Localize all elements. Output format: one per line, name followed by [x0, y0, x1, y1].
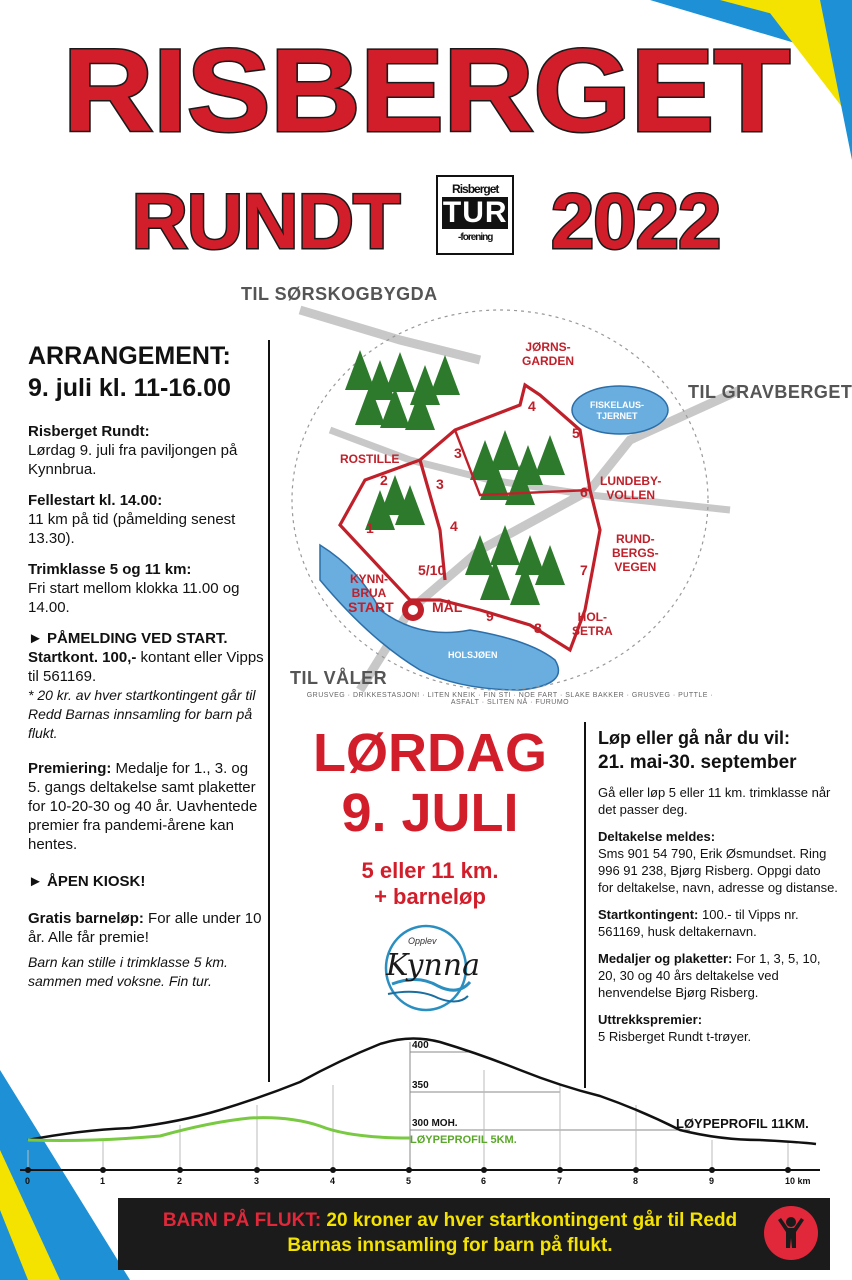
- checkpoint-9: 9: [486, 608, 494, 624]
- trimklasse-title: Trimklasse 5 og 11 km:: [28, 561, 192, 578]
- uttrekk-text: 5 Risberget Rundt t-trøyer.: [598, 1029, 752, 1044]
- dir-valer: TIL VÅLER: [290, 668, 388, 688]
- profile-label-350: 350: [412, 1080, 429, 1091]
- title-rundt: RUNDT: [131, 177, 400, 266]
- medaljer-text: For 1, 3, 5, 10, 20, 30 og 40 års deltakelse ved henvendelse Bjørg Risberg.: [598, 951, 821, 1000]
- fellestart-text: 11 km på tid (påmelding senest 13.30).: [28, 511, 236, 547]
- dir-gravberget: TIL GRAVBERGET: [688, 382, 852, 402]
- kynna-small-text: Opplev: [408, 936, 437, 946]
- checkpoint-8: 8: [534, 620, 542, 636]
- dir-sorskogbygda: TIL SØRSKOGBYGDA: [241, 284, 438, 304]
- logo-mid-text: TUR: [442, 196, 508, 230]
- km-tick-9: 9: [709, 1176, 715, 1186]
- title-line2: [0, 170, 852, 266]
- barnelop-note: Barn kan stille i trimklasse 5 km. sammen med voksne. Fin tur.: [28, 954, 228, 989]
- label-start: START: [348, 599, 394, 615]
- checkpoint-3a: 3: [454, 445, 462, 461]
- kiosk-text: ► ÅPEN KIOSK!: [28, 873, 146, 890]
- startkont-text: kontant eller Vipps til 561169.: [28, 649, 264, 685]
- place-holsetra: HOL- SETRA: [572, 610, 613, 638]
- redd-barna-icon: [764, 1206, 818, 1260]
- lake-label-holsjoen: HOLSJØEN: [448, 650, 498, 660]
- right-heading: Løp eller gå når du vil:: [598, 728, 791, 748]
- place-rostille: ROSTILLE: [340, 452, 400, 466]
- fellestart-title: Fellestart kl. 14.00:: [28, 492, 163, 509]
- course-map: [280, 280, 740, 710]
- map-ring-text: GRUSVEG · DRIKKESTASJON! · LITEN KNEIK · FIN STI · NOE FART · SLAKE BAKKER · GRUSVEG · PUTTLE · ASFALT · SLITEN NÅ · FURUMO: [306, 692, 714, 706]
- center-barnelop: + barneløp: [374, 884, 486, 909]
- km-tick-1: 1: [100, 1176, 106, 1186]
- km-tick-6: 6: [481, 1176, 487, 1186]
- medaljer-title: Medaljer og plaketter:: [598, 951, 733, 966]
- logo-top-text: Risberget: [452, 182, 499, 197]
- right-dates: 21. mai-30. september: [598, 752, 797, 773]
- checkpoint-6: 6: [580, 484, 588, 500]
- turforening-logo: [436, 175, 514, 255]
- center-date: 9. JULI: [341, 783, 519, 843]
- checkpoint-5: 5: [572, 425, 580, 441]
- place-rundbergsvegen: RUND- BERGS- VEGEN: [612, 532, 659, 574]
- opplev-kynna-logo: [378, 922, 482, 1014]
- profile-label-11km: LØYPEPROFIL 11KM.: [676, 1116, 809, 1131]
- center-day: LØRDAG: [313, 723, 547, 783]
- rr-text: Lørdag 9. juli fra paviljongen på Kynnbrua.: [28, 442, 238, 478]
- profile-label-300: 300 MOH.: [412, 1118, 458, 1129]
- lake-label-fiskelaus: FISKELAUS- TJERNET: [590, 400, 644, 421]
- profile-label-5km: LØYPEPROFIL 5KM.: [410, 1134, 517, 1146]
- arrangement-heading: ARRANGEMENT:: [28, 342, 231, 370]
- premiering-text: Medalje for 1., 3. og 5. gangs deltakelse samt plaketter for 10-20-30 og 40 år. Uavhentede premier fra pandemi-årene kan hentes.: [28, 760, 258, 853]
- startkontingent-title: Startkontingent:: [598, 907, 699, 922]
- arrangement-date: 9. juli kl. 11-16.00: [28, 374, 231, 402]
- profile-label-400: 400: [412, 1040, 429, 1051]
- km-tick-0: 0: [25, 1176, 31, 1186]
- km-tick-2: 2: [177, 1176, 183, 1186]
- left-column: [28, 340, 264, 991]
- kynna-main-text: Kynna: [386, 948, 480, 983]
- deltakelse-title: Deltakelse meldes:: [598, 829, 716, 844]
- right-intro: Gå eller løp 5 eller 11 km. trimklasse når det passer deg.: [598, 785, 831, 817]
- uttrekk-title: Uttrekkspremier:: [598, 1012, 703, 1027]
- checkpoint-4a: 4: [528, 398, 536, 414]
- place-jornsgarden: JØRNS- GARDEN: [522, 340, 575, 368]
- startkont-label: Startkont. 100,-: [28, 649, 137, 666]
- child-figure-icon: [764, 1206, 818, 1260]
- trimklasse-text: Fri start mellom klokka 11.00 og 14.00.: [28, 580, 240, 616]
- startkontingent-text: 100.- til Vipps nr. 561169, husk deltakernavn.: [598, 907, 799, 939]
- km-tick-8: 8: [633, 1176, 639, 1186]
- title-risberget: RISBERGET: [62, 25, 790, 157]
- footer-text: [150, 1208, 750, 1258]
- checkpoint-3b: 3: [436, 476, 444, 492]
- checkpoint-7: 7: [580, 562, 588, 578]
- checkpoint-2: 2: [380, 472, 388, 488]
- checkpoint-1: 1: [366, 520, 374, 536]
- center-distance: 5 eller 11 km.: [361, 858, 499, 883]
- elevation-profile: [0, 1030, 852, 1190]
- deltakelse-text: Sms 901 54 790, Erik Øsmundset. Ring 996 91 238, Bjørg Risberg. Oppgi dato for deltakelse, navn, adresse og distanse.: [598, 846, 838, 895]
- place-lundebyvollen: LUNDEBY- VOLLEN: [600, 474, 662, 502]
- logo-bottom-text: -forening: [458, 232, 493, 244]
- right-column: [598, 726, 838, 1045]
- km-tick-3: 3: [254, 1176, 260, 1186]
- premiering-title: Premiering:: [28, 760, 112, 777]
- profile-5km-line: [28, 1118, 410, 1141]
- checkpoint-5-10: 5/10: [418, 562, 446, 578]
- barnelop-text: For alle under 10 år. Alle får premie!: [28, 910, 262, 946]
- footer-yellow-part: 20 kroner av hver startkontingent går til Redd Barnas innsamling for barn på flukt.: [287, 1210, 738, 1256]
- title-year: 2022: [550, 177, 721, 266]
- km-tick-4: 4: [330, 1176, 336, 1186]
- km-tick-10: 10 km: [785, 1176, 811, 1186]
- pamelding-title: ► PÅMELDING VED START.: [28, 630, 228, 647]
- km-tick-7: 7: [557, 1176, 563, 1186]
- label-mal: MÅL: [432, 599, 463, 615]
- pamelding-note: * 20 kr. av hver startkontingent går til Redd Barnas innsamling for barn på flukt.: [28, 687, 256, 741]
- divider-left: [268, 340, 270, 1082]
- km-tick-5: 5: [406, 1176, 412, 1186]
- rr-title: Risberget Rundt:: [28, 423, 150, 440]
- place-kynnbrua: KYNN- BRUA: [350, 572, 388, 600]
- barnelop-title: Gratis barneløp:: [28, 910, 144, 927]
- checkpoint-4b: 4: [450, 518, 458, 534]
- footer-red-part: BARN PÅ FLUKT:: [162, 1210, 322, 1231]
